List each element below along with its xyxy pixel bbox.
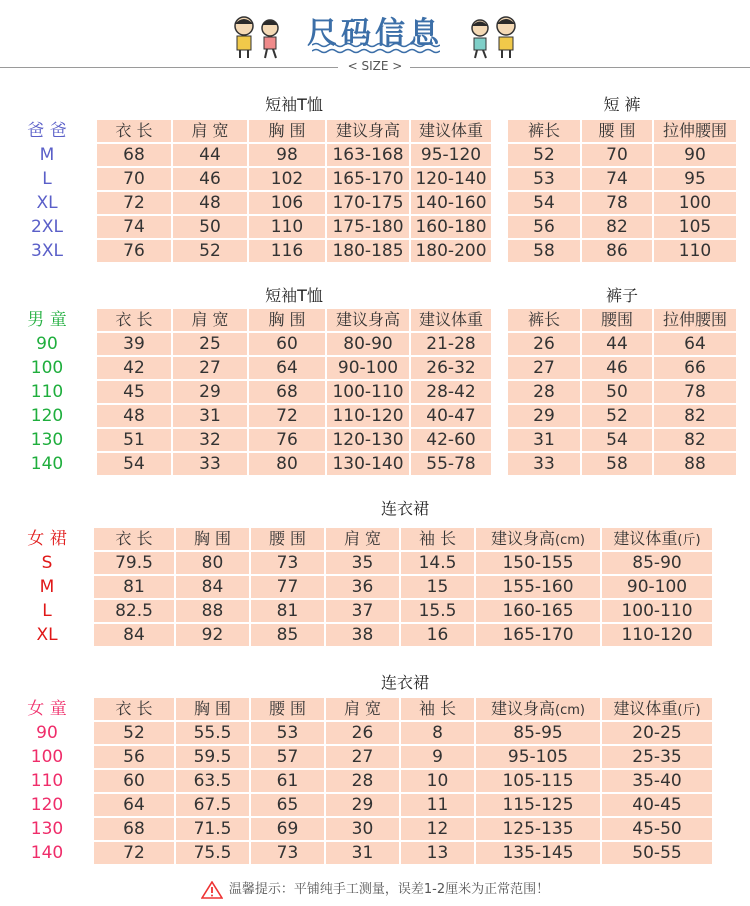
boys-cell: 76 xyxy=(249,429,325,451)
girls-cell: 52 xyxy=(94,722,174,744)
dad-pants-cell: 78 xyxy=(582,192,652,214)
women-cell: 15.5 xyxy=(401,600,474,622)
boys-pants-header-1: 腰围 xyxy=(582,309,652,331)
girls-cell: 55.5 xyxy=(176,722,249,744)
dad-cell: 102 xyxy=(249,168,325,190)
boys-pants-cell: 46 xyxy=(582,357,652,379)
dad-tshirt-title: 短袖T恤 xyxy=(265,95,323,114)
dad-cell: 165-170 xyxy=(327,168,409,190)
boys-cell: 72 xyxy=(249,405,325,427)
girls-cell: 31 xyxy=(326,842,399,864)
dad-cell: 140-160 xyxy=(411,192,491,214)
dad-cell: 46 xyxy=(173,168,247,190)
dad-cell: 72 xyxy=(97,192,171,214)
boys-pants-cell: 52 xyxy=(582,405,652,427)
page-title: 尺码信息 xyxy=(307,16,443,51)
dad-cell: 52 xyxy=(173,240,247,262)
dad-cell: 50 xyxy=(173,216,247,238)
girls-cell: 60 xyxy=(94,770,174,792)
boys-size-label: 140 xyxy=(30,454,64,474)
boys-pants-cell: 28 xyxy=(508,381,580,403)
girls-size-label: 90 xyxy=(36,723,58,743)
boys-pants-cell: 88 xyxy=(654,453,736,475)
boys-cell: 90-100 xyxy=(327,357,409,379)
footer-text: 温馨提示：平铺纯手工测量，误差1-2厘米为正常范围！ xyxy=(228,882,550,897)
boys-cell: 80 xyxy=(249,453,325,475)
girls-header-5 xyxy=(476,698,600,720)
cartoon-kids-left-icon xyxy=(228,12,288,60)
boys-label: 男 童 xyxy=(27,310,67,330)
girls-size-label: 100 xyxy=(30,747,64,767)
boys-cell: 110-120 xyxy=(327,405,409,427)
women-size-label: M xyxy=(39,577,55,597)
dad-cell: 74 xyxy=(97,216,171,238)
boys-cell: 28-42 xyxy=(411,381,491,403)
dad-pants-cell: 100 xyxy=(654,192,736,214)
boys-pants-cell: 78 xyxy=(654,381,736,403)
dad-size-label: 2XL xyxy=(31,217,63,237)
girls-cell: 50-55 xyxy=(602,842,712,864)
boys-header-2: 胸 围 xyxy=(249,309,325,331)
women-cell: 14.5 xyxy=(401,552,474,574)
boys-cell: 54 xyxy=(97,453,171,475)
boys-size-label: 130 xyxy=(30,430,64,450)
women-cell: 38 xyxy=(326,624,399,646)
boys-cell: 33 xyxy=(173,453,247,475)
boys-pants-title: 裤子 xyxy=(605,286,638,305)
boys-cell: 32 xyxy=(173,429,247,451)
women-header-5 xyxy=(476,528,600,550)
girls-cell: 115-125 xyxy=(476,794,600,816)
dad-shorts-title: 短 裤 xyxy=(603,95,641,114)
women-cell: 16 xyxy=(401,624,474,646)
girls-cell: 40-45 xyxy=(602,794,712,816)
boys-size-label: 110 xyxy=(30,382,64,402)
boys-pants-cell: 31 xyxy=(508,429,580,451)
boys-header-0: 衣 长 xyxy=(97,309,171,331)
boys-pants-cell: 66 xyxy=(654,357,736,379)
girls-cell: 13 xyxy=(401,842,474,864)
girls-cell: 71.5 xyxy=(176,818,249,840)
girls-cell: 135-145 xyxy=(476,842,600,864)
boys-cell: 26-32 xyxy=(411,357,491,379)
girls-header-1 xyxy=(176,698,249,720)
dad-size-label: XL xyxy=(36,193,58,213)
size-subtitle xyxy=(0,59,750,73)
women-header-3 xyxy=(326,528,399,550)
girls-label: 女 童 xyxy=(27,699,67,719)
girls-cell: 68 xyxy=(94,818,174,840)
girls-cell: 30 xyxy=(326,818,399,840)
dad-cell: 76 xyxy=(97,240,171,262)
boys-cell: 27 xyxy=(173,357,247,379)
dad-label: 爸 爸 xyxy=(27,121,67,141)
women-header-text: 肩 宽 xyxy=(343,529,382,548)
boys-cell: 68 xyxy=(249,381,325,403)
women-cell: 35 xyxy=(326,552,399,574)
girls-cell: 105-115 xyxy=(476,770,600,792)
dad-pants-cell: 86 xyxy=(582,240,652,262)
warning-icon xyxy=(201,881,223,899)
women-header-text: 衣 长 xyxy=(115,529,153,548)
girls-cell: 56 xyxy=(94,746,174,768)
women-cell: 155-160 xyxy=(476,576,600,598)
boys-cell: 55-78 xyxy=(411,453,491,475)
boys-pants-header-2: 拉伸腰围 xyxy=(654,309,736,331)
women-dress-title: 连衣裙 xyxy=(380,499,429,518)
girls-cell: 95-105 xyxy=(476,746,600,768)
women-cell: 15 xyxy=(401,576,474,598)
dad-header-0: 衣 长 xyxy=(97,120,171,142)
women-header-1 xyxy=(176,528,249,550)
dad-cell: 110 xyxy=(249,216,325,238)
girls-size-label: 140 xyxy=(30,843,64,863)
girls-cell: 20-25 xyxy=(602,722,712,744)
women-header-text: 腰 围 xyxy=(268,529,307,548)
women-header-0 xyxy=(94,528,174,550)
girls-cell: 9 xyxy=(401,746,474,768)
girls-header-unit: (cm) xyxy=(555,703,585,718)
dad-cell: 68 xyxy=(97,144,171,166)
boys-header-3: 建议身高 xyxy=(327,309,409,331)
dad-cell: 48 xyxy=(173,192,247,214)
boys-header-1: 肩 宽 xyxy=(173,309,247,331)
girls-cell: 12 xyxy=(401,818,474,840)
footer-note xyxy=(0,878,750,899)
women-header-2 xyxy=(251,528,324,550)
dad-cell: 98 xyxy=(249,144,325,166)
girls-cell: 85-95 xyxy=(476,722,600,744)
boys-cell: 60 xyxy=(249,333,325,355)
women-size-label: S xyxy=(41,553,53,573)
boys-pants-cell: 82 xyxy=(654,405,736,427)
girls-header-text: 腰 围 xyxy=(268,699,307,718)
girls-cell: 28 xyxy=(326,770,399,792)
dad-pants-cell: 53 xyxy=(508,168,580,190)
boys-pants-cell: 29 xyxy=(508,405,580,427)
boys-header-4: 建议体重 xyxy=(411,309,491,331)
boys-cell: 80-90 xyxy=(327,333,409,355)
boys-cell: 100-110 xyxy=(327,381,409,403)
dad-pants-header-0: 裤长 xyxy=(508,120,580,142)
dad-pants-cell: 105 xyxy=(654,216,736,238)
girls-cell: 125-135 xyxy=(476,818,600,840)
dad-pants-header-1: 腰 围 xyxy=(582,120,652,142)
girls-size-label: 120 xyxy=(30,795,64,815)
girls-cell: 65 xyxy=(251,794,324,816)
boys-cell: 51 xyxy=(97,429,171,451)
women-cell: 82.5 xyxy=(94,600,174,622)
dad-cell: 170-175 xyxy=(327,192,409,214)
women-cell: 36 xyxy=(326,576,399,598)
girls-size-label: 110 xyxy=(30,771,64,791)
girls-cell: 67.5 xyxy=(176,794,249,816)
girls-cell: 10 xyxy=(401,770,474,792)
women-cell: 80 xyxy=(176,552,249,574)
women-header-6 xyxy=(602,528,712,550)
women-header-text: 建议身高 xyxy=(491,529,556,548)
boys-pants-cell: 50 xyxy=(582,381,652,403)
dad-header-3: 建议身高 xyxy=(327,120,409,142)
dad-header-2: 胸 围 xyxy=(249,120,325,142)
dad-pants-cell: 54 xyxy=(508,192,580,214)
size-subtitle-text: < SIZE > xyxy=(342,59,409,73)
dad-size-label: L xyxy=(42,169,52,189)
girls-cell: 29 xyxy=(326,794,399,816)
girls-header-0 xyxy=(94,698,174,720)
dad-cell: 95-120 xyxy=(411,144,491,166)
girls-header-4 xyxy=(401,698,474,720)
women-size-label: XL xyxy=(36,625,58,645)
dad-cell: 116 xyxy=(249,240,325,262)
girls-header-6 xyxy=(602,698,712,720)
boys-cell: 39 xyxy=(97,333,171,355)
boys-pants-cell: 44 xyxy=(582,333,652,355)
dad-pants-cell: 52 xyxy=(508,144,580,166)
boys-cell: 64 xyxy=(249,357,325,379)
women-label: 女 裙 xyxy=(27,529,67,549)
boys-cell: 29 xyxy=(173,381,247,403)
girls-cell: 8 xyxy=(401,722,474,744)
dad-pants-cell: 58 xyxy=(508,240,580,262)
women-cell: 84 xyxy=(176,576,249,598)
boys-cell: 130-140 xyxy=(327,453,409,475)
girls-header-text: 袖 长 xyxy=(418,699,457,718)
girls-cell: 63.5 xyxy=(176,770,249,792)
dad-header-4: 建议体重 xyxy=(411,120,491,142)
women-cell: 160-165 xyxy=(476,600,600,622)
girls-cell: 45-50 xyxy=(602,818,712,840)
girls-header-text: 建议体重 xyxy=(613,699,678,718)
boys-cell: 45 xyxy=(97,381,171,403)
dad-size-label: M xyxy=(39,145,55,165)
boys-tshirt-title: 短袖T恤 xyxy=(265,286,323,305)
girls-cell: 61 xyxy=(251,770,324,792)
women-cell: 81 xyxy=(94,576,174,598)
girls-cell: 73 xyxy=(251,842,324,864)
girls-cell: 64 xyxy=(94,794,174,816)
girls-cell: 75.5 xyxy=(176,842,249,864)
women-cell: 110-120 xyxy=(602,624,712,646)
wave-decoration-icon xyxy=(312,42,440,54)
women-header-4 xyxy=(401,528,474,550)
girls-size-label: 130 xyxy=(30,819,64,839)
dad-pants-cell: 70 xyxy=(582,144,652,166)
dad-pants-cell: 95 xyxy=(654,168,736,190)
girls-header-text: 衣 长 xyxy=(115,699,153,718)
girls-header-text: 建议身高 xyxy=(491,699,556,718)
girls-header-2 xyxy=(251,698,324,720)
women-cell: 81 xyxy=(251,600,324,622)
girls-cell: 59.5 xyxy=(176,746,249,768)
dad-pants-header-2: 拉伸腰围 xyxy=(654,120,736,142)
boys-pants-cell: 64 xyxy=(654,333,736,355)
women-cell: 37 xyxy=(326,600,399,622)
dad-size-label: 3XL xyxy=(31,241,63,261)
women-header-unit: (cm) xyxy=(555,533,585,548)
dad-pants-cell: 56 xyxy=(508,216,580,238)
women-header-text: 胸 围 xyxy=(193,529,232,548)
girls-cell: 57 xyxy=(251,746,324,768)
women-cell: 85-90 xyxy=(602,552,712,574)
girls-header-unit: (斤) xyxy=(677,703,701,718)
boys-pants-cell: 58 xyxy=(582,453,652,475)
boys-pants-cell: 33 xyxy=(508,453,580,475)
dad-cell: 120-140 xyxy=(411,168,491,190)
girls-cell: 25-35 xyxy=(602,746,712,768)
boys-pants-header-0: 裤长 xyxy=(508,309,580,331)
boys-cell: 42 xyxy=(97,357,171,379)
dad-header-1: 肩 宽 xyxy=(173,120,247,142)
dad-pants-cell: 110 xyxy=(654,240,736,262)
women-cell: 92 xyxy=(176,624,249,646)
boys-pants-cell: 26 xyxy=(508,333,580,355)
girls-cell: 35-40 xyxy=(602,770,712,792)
women-size-label: L xyxy=(42,601,52,621)
dad-cell: 180-185 xyxy=(327,240,409,262)
dad-cell: 175-180 xyxy=(327,216,409,238)
girls-cell: 27 xyxy=(326,746,399,768)
boys-cell: 21-28 xyxy=(411,333,491,355)
women-cell: 85 xyxy=(251,624,324,646)
boys-cell: 31 xyxy=(173,405,247,427)
boys-size-label: 120 xyxy=(30,406,64,426)
girls-dress-title: 连衣裙 xyxy=(380,673,429,692)
dad-pants-cell: 74 xyxy=(582,168,652,190)
boys-cell: 48 xyxy=(97,405,171,427)
boys-cell: 40-47 xyxy=(411,405,491,427)
girls-cell: 69 xyxy=(251,818,324,840)
boys-cell: 25 xyxy=(173,333,247,355)
boys-size-label: 90 xyxy=(36,334,58,354)
women-cell: 73 xyxy=(251,552,324,574)
women-header-text: 袖 长 xyxy=(418,529,457,548)
boys-size-label: 100 xyxy=(30,358,64,378)
girls-cell: 53 xyxy=(251,722,324,744)
dad-cell: 180-200 xyxy=(411,240,491,262)
girls-header-text: 肩 宽 xyxy=(343,699,382,718)
dad-pants-cell: 82 xyxy=(582,216,652,238)
girls-header-text: 胸 围 xyxy=(193,699,232,718)
women-cell: 150-155 xyxy=(476,552,600,574)
boys-pants-cell: 82 xyxy=(654,429,736,451)
women-cell: 79.5 xyxy=(94,552,174,574)
girls-cell: 11 xyxy=(401,794,474,816)
women-cell: 84 xyxy=(94,624,174,646)
dad-cell: 44 xyxy=(173,144,247,166)
boys-cell: 42-60 xyxy=(411,429,491,451)
women-cell: 100-110 xyxy=(602,600,712,622)
boys-pants-cell: 54 xyxy=(582,429,652,451)
boys-cell: 120-130 xyxy=(327,429,409,451)
boys-pants-cell: 27 xyxy=(508,357,580,379)
dad-cell: 160-180 xyxy=(411,216,491,238)
women-header-text: 建议体重 xyxy=(613,529,678,548)
girls-cell: 72 xyxy=(94,842,174,864)
dad-cell: 163-168 xyxy=(327,144,409,166)
dad-cell: 70 xyxy=(97,168,171,190)
dad-cell: 106 xyxy=(249,192,325,214)
women-cell: 165-170 xyxy=(476,624,600,646)
women-cell: 77 xyxy=(251,576,324,598)
women-cell: 88 xyxy=(176,600,249,622)
girls-cell: 26 xyxy=(326,722,399,744)
girls-header-3 xyxy=(326,698,399,720)
cartoon-kids-right-icon xyxy=(462,12,524,60)
women-header-unit: (斤) xyxy=(677,533,701,548)
dad-pants-cell: 90 xyxy=(654,144,736,166)
women-cell: 90-100 xyxy=(602,576,712,598)
